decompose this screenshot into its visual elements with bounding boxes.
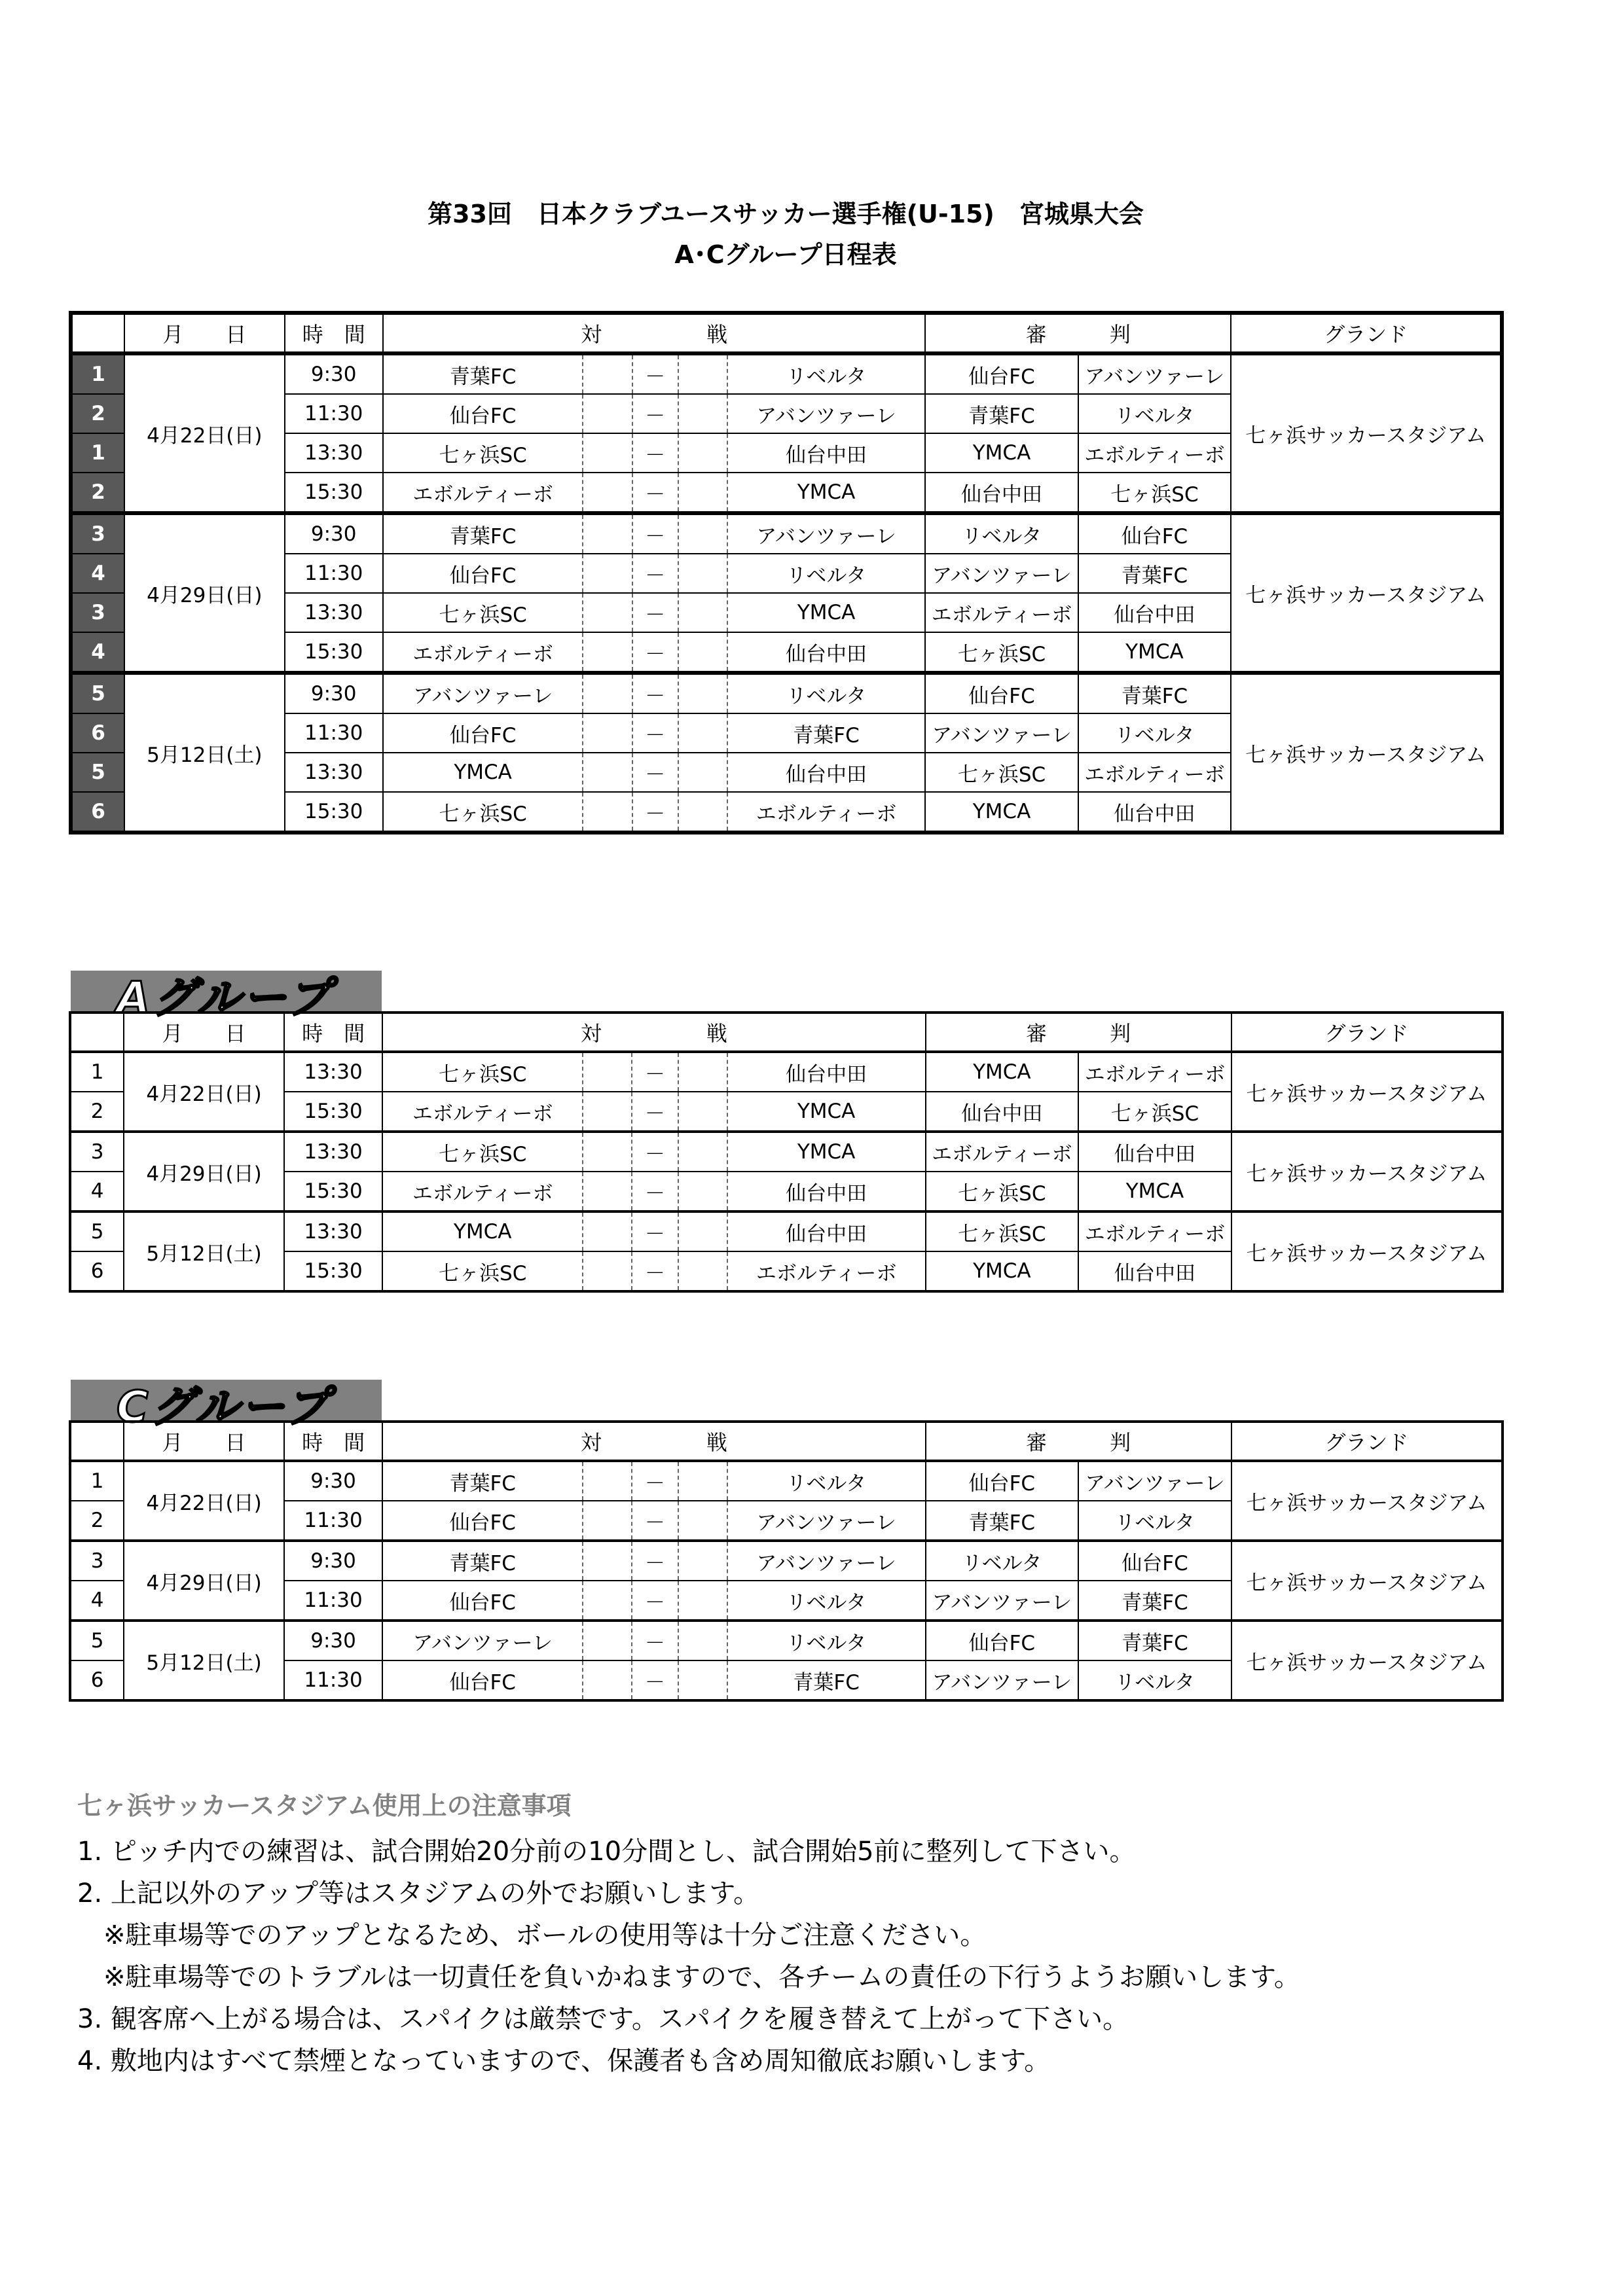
score-separator: － <box>632 792 678 833</box>
away-team: 仙台中田 <box>727 1052 926 1092</box>
referee-1: アバンツァーレ <box>925 554 1078 593</box>
away-team: 仙台中田 <box>727 753 926 792</box>
referee-1: リベルタ <box>925 513 1078 554</box>
home-team: エボルティーボ <box>383 632 583 673</box>
away-score <box>678 554 727 593</box>
home-score <box>583 1621 632 1660</box>
match-number: 2 <box>71 394 124 433</box>
match-ground: 七ヶ浜サッカースタジアム <box>1231 1461 1503 1541</box>
away-score <box>678 1501 727 1541</box>
notes-section <box>77 1785 1550 2082</box>
note-item: 4. 敷地内はすべて禁煙となっていますので、保護者も含め周知徹底お願いします。 <box>77 2046 1051 2076</box>
away-team: アバンツァーレ <box>727 394 926 433</box>
score-separator: － <box>632 394 678 433</box>
table-row <box>71 353 1502 394</box>
header-no <box>70 1422 124 1461</box>
table-row <box>70 1052 1503 1092</box>
referee-1: リベルタ <box>926 1541 1079 1581</box>
score-separator: － <box>632 1172 678 1211</box>
header-date: 月 日 <box>124 1422 284 1461</box>
score-separator: － <box>632 632 678 673</box>
match-date: 4月29日(日) <box>124 513 284 673</box>
home-score <box>583 673 632 713</box>
match-number: 6 <box>70 1660 124 1700</box>
home-score <box>583 554 632 593</box>
away-score <box>678 353 727 394</box>
away-team: 仙台中田 <box>727 632 926 673</box>
home-team: 仙台FC <box>382 1581 583 1621</box>
away-team: YMCA <box>727 473 926 513</box>
header-ground: グランド <box>1231 1422 1503 1461</box>
home-score <box>583 753 632 792</box>
table-row <box>70 1211 1503 1251</box>
table-header-row <box>70 1013 1503 1052</box>
header-match: 対 戦 <box>383 313 925 353</box>
away-team: 仙台中田 <box>727 1211 926 1251</box>
referee-1: アバンツァーレ <box>925 713 1078 753</box>
referee-2: 七ヶ浜SC <box>1078 1092 1231 1132</box>
score-separator: － <box>632 1581 678 1621</box>
home-team: 仙台FC <box>383 394 583 433</box>
match-date: 4月29日(日) <box>124 1132 284 1211</box>
match-number: 6 <box>71 792 124 833</box>
header-time: 時 間 <box>285 313 383 353</box>
table-header-row <box>70 1422 1503 1461</box>
away-score <box>678 792 727 833</box>
away-team: リベルタ <box>727 554 926 593</box>
score-separator: － <box>632 1052 678 1092</box>
away-team: アバンツァーレ <box>727 513 926 554</box>
referee-1: 仙台FC <box>926 1621 1079 1660</box>
home-score <box>583 353 632 394</box>
referee-2: 仙台中田 <box>1078 1132 1231 1172</box>
score-separator: － <box>632 713 678 753</box>
match-number: 5 <box>71 673 124 713</box>
group-c-banner <box>71 1380 382 1432</box>
away-score <box>678 513 727 554</box>
home-team: エボルティーボ <box>382 1172 583 1211</box>
referee-2: アバンツァーレ <box>1078 1461 1231 1501</box>
home-score <box>583 394 632 433</box>
home-score <box>583 1211 632 1251</box>
match-time: 9:30 <box>284 1621 382 1660</box>
header-ground: グランド <box>1231 313 1502 353</box>
home-score <box>583 1541 632 1581</box>
referee-1: 仙台中田 <box>926 1092 1079 1132</box>
score-separator: － <box>632 593 678 632</box>
table-row <box>71 513 1502 554</box>
away-score <box>678 473 727 513</box>
referee-1: 仙台中田 <box>925 473 1078 513</box>
away-score <box>678 394 727 433</box>
home-score <box>583 473 632 513</box>
referee-1: 青葉FC <box>926 1501 1079 1541</box>
away-team: YMCA <box>727 593 926 632</box>
table-header-row <box>71 313 1502 353</box>
away-score <box>678 753 727 792</box>
match-number: 4 <box>71 632 124 673</box>
note-item: ※駐車場等でのトラブルは一切責任を負いかねますので、各チームの責任の下行うようお願いします。 <box>77 1962 1300 1992</box>
away-score <box>678 1211 727 1251</box>
match-time: 13:30 <box>284 1052 382 1092</box>
match-date: 4月29日(日) <box>124 1541 284 1621</box>
away-score <box>678 1132 727 1172</box>
match-number: 1 <box>70 1052 124 1092</box>
score-separator: － <box>632 433 678 473</box>
away-score <box>678 1052 727 1092</box>
match-number: 4 <box>70 1581 124 1621</box>
score-separator: － <box>632 513 678 554</box>
home-score <box>583 1501 632 1541</box>
referee-2: 仙台中田 <box>1078 1251 1231 1291</box>
match-number: 3 <box>70 1132 124 1172</box>
match-date: 5月12日(土) <box>124 1211 284 1291</box>
match-time: 15:30 <box>285 632 383 673</box>
notes-heading: 七ヶ浜サッカースタジアム使用上の注意事項 <box>77 1791 572 1820</box>
match-date: 4月22日(日) <box>124 353 284 513</box>
table-row <box>70 1132 1503 1172</box>
home-team: 仙台FC <box>382 1660 583 1700</box>
referee-1: YMCA <box>925 792 1078 833</box>
home-score <box>583 593 632 632</box>
score-separator: － <box>632 1132 678 1172</box>
match-time: 11:30 <box>284 1581 382 1621</box>
referee-2: YMCA <box>1078 632 1231 673</box>
header-match: 対 戦 <box>382 1422 925 1461</box>
home-score <box>583 1660 632 1700</box>
match-number: 5 <box>70 1211 124 1251</box>
group-a-banner-label: Aグループ <box>117 973 333 1023</box>
home-team: YMCA <box>382 1211 583 1251</box>
match-ground: 七ヶ浜サッカースタジアム <box>1231 1621 1503 1700</box>
away-team: 仙台中田 <box>727 433 926 473</box>
away-score <box>678 1621 727 1660</box>
match-ground: 七ヶ浜サッカースタジアム <box>1231 1132 1503 1211</box>
referee-2: 仙台FC <box>1078 513 1231 554</box>
score-separator: － <box>632 1092 678 1132</box>
home-team: エボルティーボ <box>383 473 583 513</box>
away-team: アバンツァーレ <box>727 1541 926 1581</box>
away-team: 仙台中田 <box>727 1172 926 1211</box>
match-number: 2 <box>71 473 124 513</box>
home-team: エボルティーボ <box>382 1092 583 1132</box>
match-time: 13:30 <box>284 1132 382 1172</box>
home-team: 七ヶ浜SC <box>383 593 583 632</box>
home-score <box>583 433 632 473</box>
home-team: 七ヶ浜SC <box>382 1132 583 1172</box>
home-team: 仙台FC <box>382 1501 583 1541</box>
referee-2: エボルティーボ <box>1078 1052 1231 1092</box>
match-date: 4月22日(日) <box>124 1052 284 1132</box>
header-time: 時 間 <box>284 1422 382 1461</box>
note-item: 1. ピッチ内での練習は、試合開始20分前の10分間とし、試合開始5前に整列して下さい。 <box>77 1837 1136 1867</box>
away-score <box>678 1660 727 1700</box>
group-c-table <box>69 1420 1504 1702</box>
referee-2: 仙台FC <box>1078 1541 1231 1581</box>
referee-2: リベルタ <box>1078 713 1231 753</box>
score-separator: － <box>632 1501 678 1541</box>
match-ground: 七ヶ浜サッカースタジアム <box>1231 673 1502 833</box>
page-subtitle: A･Cグループ日程表 <box>674 240 897 269</box>
away-team: リベルタ <box>727 1461 926 1501</box>
away-score <box>678 632 727 673</box>
match-ground: 七ヶ浜サッカースタジアム <box>1231 353 1502 513</box>
home-team: 青葉FC <box>382 1461 583 1501</box>
match-time: 13:30 <box>285 433 383 473</box>
referee-2: 青葉FC <box>1078 673 1231 713</box>
header-match: 対 戦 <box>382 1013 925 1052</box>
referee-1: 仙台FC <box>926 1461 1079 1501</box>
referee-2: エボルティーボ <box>1078 753 1231 792</box>
match-time: 11:30 <box>285 394 383 433</box>
match-ground: 七ヶ浜サッカースタジアム <box>1231 1211 1503 1291</box>
match-ground: 七ヶ浜サッカースタジアム <box>1231 1541 1503 1621</box>
header-date: 月 日 <box>124 313 284 353</box>
referee-1: 青葉FC <box>925 394 1078 433</box>
match-number: 3 <box>71 593 124 632</box>
referee-1: YMCA <box>926 1251 1079 1291</box>
home-score <box>583 713 632 753</box>
note-item: 3. 観客席へ上がる場合は、スパイクは厳禁です。スパイクを履き替えて上がって下さい。 <box>77 2004 1129 2034</box>
away-score <box>678 1541 727 1581</box>
match-time: 15:30 <box>284 1251 382 1291</box>
away-team: YMCA <box>727 1132 926 1172</box>
referee-1: 七ヶ浜SC <box>926 1172 1079 1211</box>
away-score <box>678 1092 727 1132</box>
match-number: 1 <box>71 353 124 394</box>
match-time: 13:30 <box>284 1211 382 1251</box>
referee-1: 七ヶ浜SC <box>926 1211 1079 1251</box>
away-team: YMCA <box>727 1092 926 1132</box>
home-score <box>583 632 632 673</box>
header-referee: 審 判 <box>926 1013 1231 1052</box>
match-number: 6 <box>71 713 124 753</box>
match-time: 11:30 <box>284 1501 382 1541</box>
score-separator: － <box>632 1251 678 1291</box>
score-separator: － <box>632 1211 678 1251</box>
away-team: エボルティーボ <box>727 1251 926 1291</box>
home-score <box>583 1251 632 1291</box>
match-time: 15:30 <box>285 473 383 513</box>
home-team: 仙台FC <box>383 713 583 753</box>
note-item: ※駐車場等でのアップとなるため、ボールの使用等は十分ご注意ください。 <box>77 1920 987 1950</box>
match-number: 3 <box>71 513 124 554</box>
referee-1: 仙台FC <box>925 353 1078 394</box>
score-separator: － <box>632 1621 678 1660</box>
home-team: 七ヶ浜SC <box>382 1052 583 1092</box>
table-row <box>70 1621 1503 1660</box>
away-team: エボルティーボ <box>727 792 926 833</box>
referee-1: 七ヶ浜SC <box>925 632 1078 673</box>
score-separator: － <box>632 753 678 792</box>
score-separator: － <box>632 673 678 713</box>
referee-1: アバンツァーレ <box>926 1581 1079 1621</box>
away-team: リベルタ <box>727 1581 926 1621</box>
group-c-banner-label: Cグループ <box>117 1382 331 1432</box>
home-team: 七ヶ浜SC <box>383 433 583 473</box>
score-separator: － <box>632 1660 678 1700</box>
header-time: 時 間 <box>284 1013 382 1052</box>
referee-1: アバンツァーレ <box>926 1660 1079 1700</box>
score-separator: － <box>632 473 678 513</box>
match-number: 6 <box>70 1251 124 1291</box>
match-number: 5 <box>70 1621 124 1660</box>
match-number: 1 <box>70 1461 124 1501</box>
match-time: 11:30 <box>284 1660 382 1700</box>
referee-2: エボルティーボ <box>1078 433 1231 473</box>
score-separator: － <box>632 353 678 394</box>
header-no <box>70 1013 124 1052</box>
away-score <box>678 1172 727 1211</box>
match-date: 5月12日(土) <box>124 673 284 833</box>
match-time: 9:30 <box>285 673 383 713</box>
home-score <box>583 1581 632 1621</box>
header-referee: 審 判 <box>925 313 1231 353</box>
away-team: リベルタ <box>727 353 926 394</box>
away-score <box>678 673 727 713</box>
away-score <box>678 713 727 753</box>
home-score <box>583 1172 632 1211</box>
away-score <box>678 593 727 632</box>
referee-1: YMCA <box>925 433 1078 473</box>
referee-2: 仙台中田 <box>1078 593 1231 632</box>
match-number: 1 <box>71 433 124 473</box>
home-score <box>583 1132 632 1172</box>
home-team: アバンツァーレ <box>383 673 583 713</box>
home-score <box>583 792 632 833</box>
group-a-banner <box>71 971 382 1023</box>
away-score <box>678 1251 727 1291</box>
match-number: 4 <box>70 1172 124 1211</box>
referee-2: 青葉FC <box>1078 1581 1231 1621</box>
referee-1: YMCA <box>926 1052 1079 1092</box>
match-time: 11:30 <box>285 554 383 593</box>
home-team: 青葉FC <box>382 1541 583 1581</box>
away-team: 青葉FC <box>727 1660 926 1700</box>
referee-2: 仙台中田 <box>1078 792 1231 833</box>
home-team: 七ヶ浜SC <box>382 1251 583 1291</box>
home-team: 青葉FC <box>383 353 583 394</box>
page-title: 第33回 日本クラブユースサッカー選手権(U-15) 宮城県大会 <box>428 200 1144 228</box>
referee-2: YMCA <box>1078 1172 1231 1211</box>
referee-2: 七ヶ浜SC <box>1078 473 1231 513</box>
referee-1: エボルティーボ <box>926 1132 1079 1172</box>
table-row <box>70 1461 1503 1501</box>
score-separator: － <box>632 1541 678 1581</box>
score-separator: － <box>632 1461 678 1501</box>
referee-2: リベルタ <box>1078 394 1231 433</box>
match-number: 5 <box>71 753 124 792</box>
header-referee: 審 判 <box>926 1422 1231 1461</box>
referee-2: アバンツァーレ <box>1078 353 1231 394</box>
home-team: 青葉FC <box>383 513 583 554</box>
away-team: アバンツァーレ <box>727 1501 926 1541</box>
away-team: リベルタ <box>727 673 926 713</box>
match-date: 4月22日(日) <box>124 1461 284 1541</box>
header-date: 月 日 <box>124 1013 284 1052</box>
match-ground: 七ヶ浜サッカースタジアム <box>1231 513 1502 673</box>
home-score <box>583 1052 632 1092</box>
match-time: 13:30 <box>285 753 383 792</box>
match-number: 4 <box>71 554 124 593</box>
match-time: 9:30 <box>285 353 383 394</box>
home-team: アバンツァーレ <box>382 1621 583 1660</box>
referee-1: 仙台FC <box>925 673 1078 713</box>
referee-2: エボルティーボ <box>1078 1211 1231 1251</box>
table-row <box>70 1541 1503 1581</box>
match-time: 15:30 <box>285 792 383 833</box>
match-time: 9:30 <box>284 1461 382 1501</box>
referee-2: リベルタ <box>1078 1660 1231 1700</box>
note-item: 2. 上記以外のアップ等はスタジアムの外でお願いします。 <box>77 1878 760 1909</box>
away-score <box>678 1461 727 1501</box>
match-time: 9:30 <box>285 513 383 554</box>
home-score <box>583 513 632 554</box>
referee-2: 青葉FC <box>1078 554 1231 593</box>
referee-2: リベルタ <box>1078 1501 1231 1541</box>
score-separator: － <box>632 554 678 593</box>
main-schedule-table <box>69 311 1504 834</box>
home-team: YMCA <box>383 753 583 792</box>
home-team: 七ヶ浜SC <box>383 792 583 833</box>
referee-1: 七ヶ浜SC <box>925 753 1078 792</box>
match-date: 5月12日(土) <box>124 1621 284 1700</box>
away-score <box>678 433 727 473</box>
group-a-table <box>69 1011 1504 1293</box>
home-team: 仙台FC <box>383 554 583 593</box>
match-number: 2 <box>70 1092 124 1132</box>
table-row <box>71 673 1502 713</box>
away-score <box>678 1581 727 1621</box>
header-no <box>71 313 124 353</box>
referee-1: エボルティーボ <box>925 593 1078 632</box>
away-team: 青葉FC <box>727 713 926 753</box>
match-time: 11:30 <box>285 713 383 753</box>
match-time: 9:30 <box>284 1541 382 1581</box>
referee-2: 青葉FC <box>1078 1621 1231 1660</box>
match-time: 15:30 <box>284 1172 382 1211</box>
match-ground: 七ヶ浜サッカースタジアム <box>1231 1052 1503 1132</box>
home-score <box>583 1461 632 1501</box>
away-team: リベルタ <box>727 1621 926 1660</box>
match-number: 2 <box>70 1501 124 1541</box>
match-number: 3 <box>70 1541 124 1581</box>
home-score <box>583 1092 632 1132</box>
match-time: 15:30 <box>284 1092 382 1132</box>
match-time: 13:30 <box>285 593 383 632</box>
header-ground: グランド <box>1231 1013 1503 1052</box>
